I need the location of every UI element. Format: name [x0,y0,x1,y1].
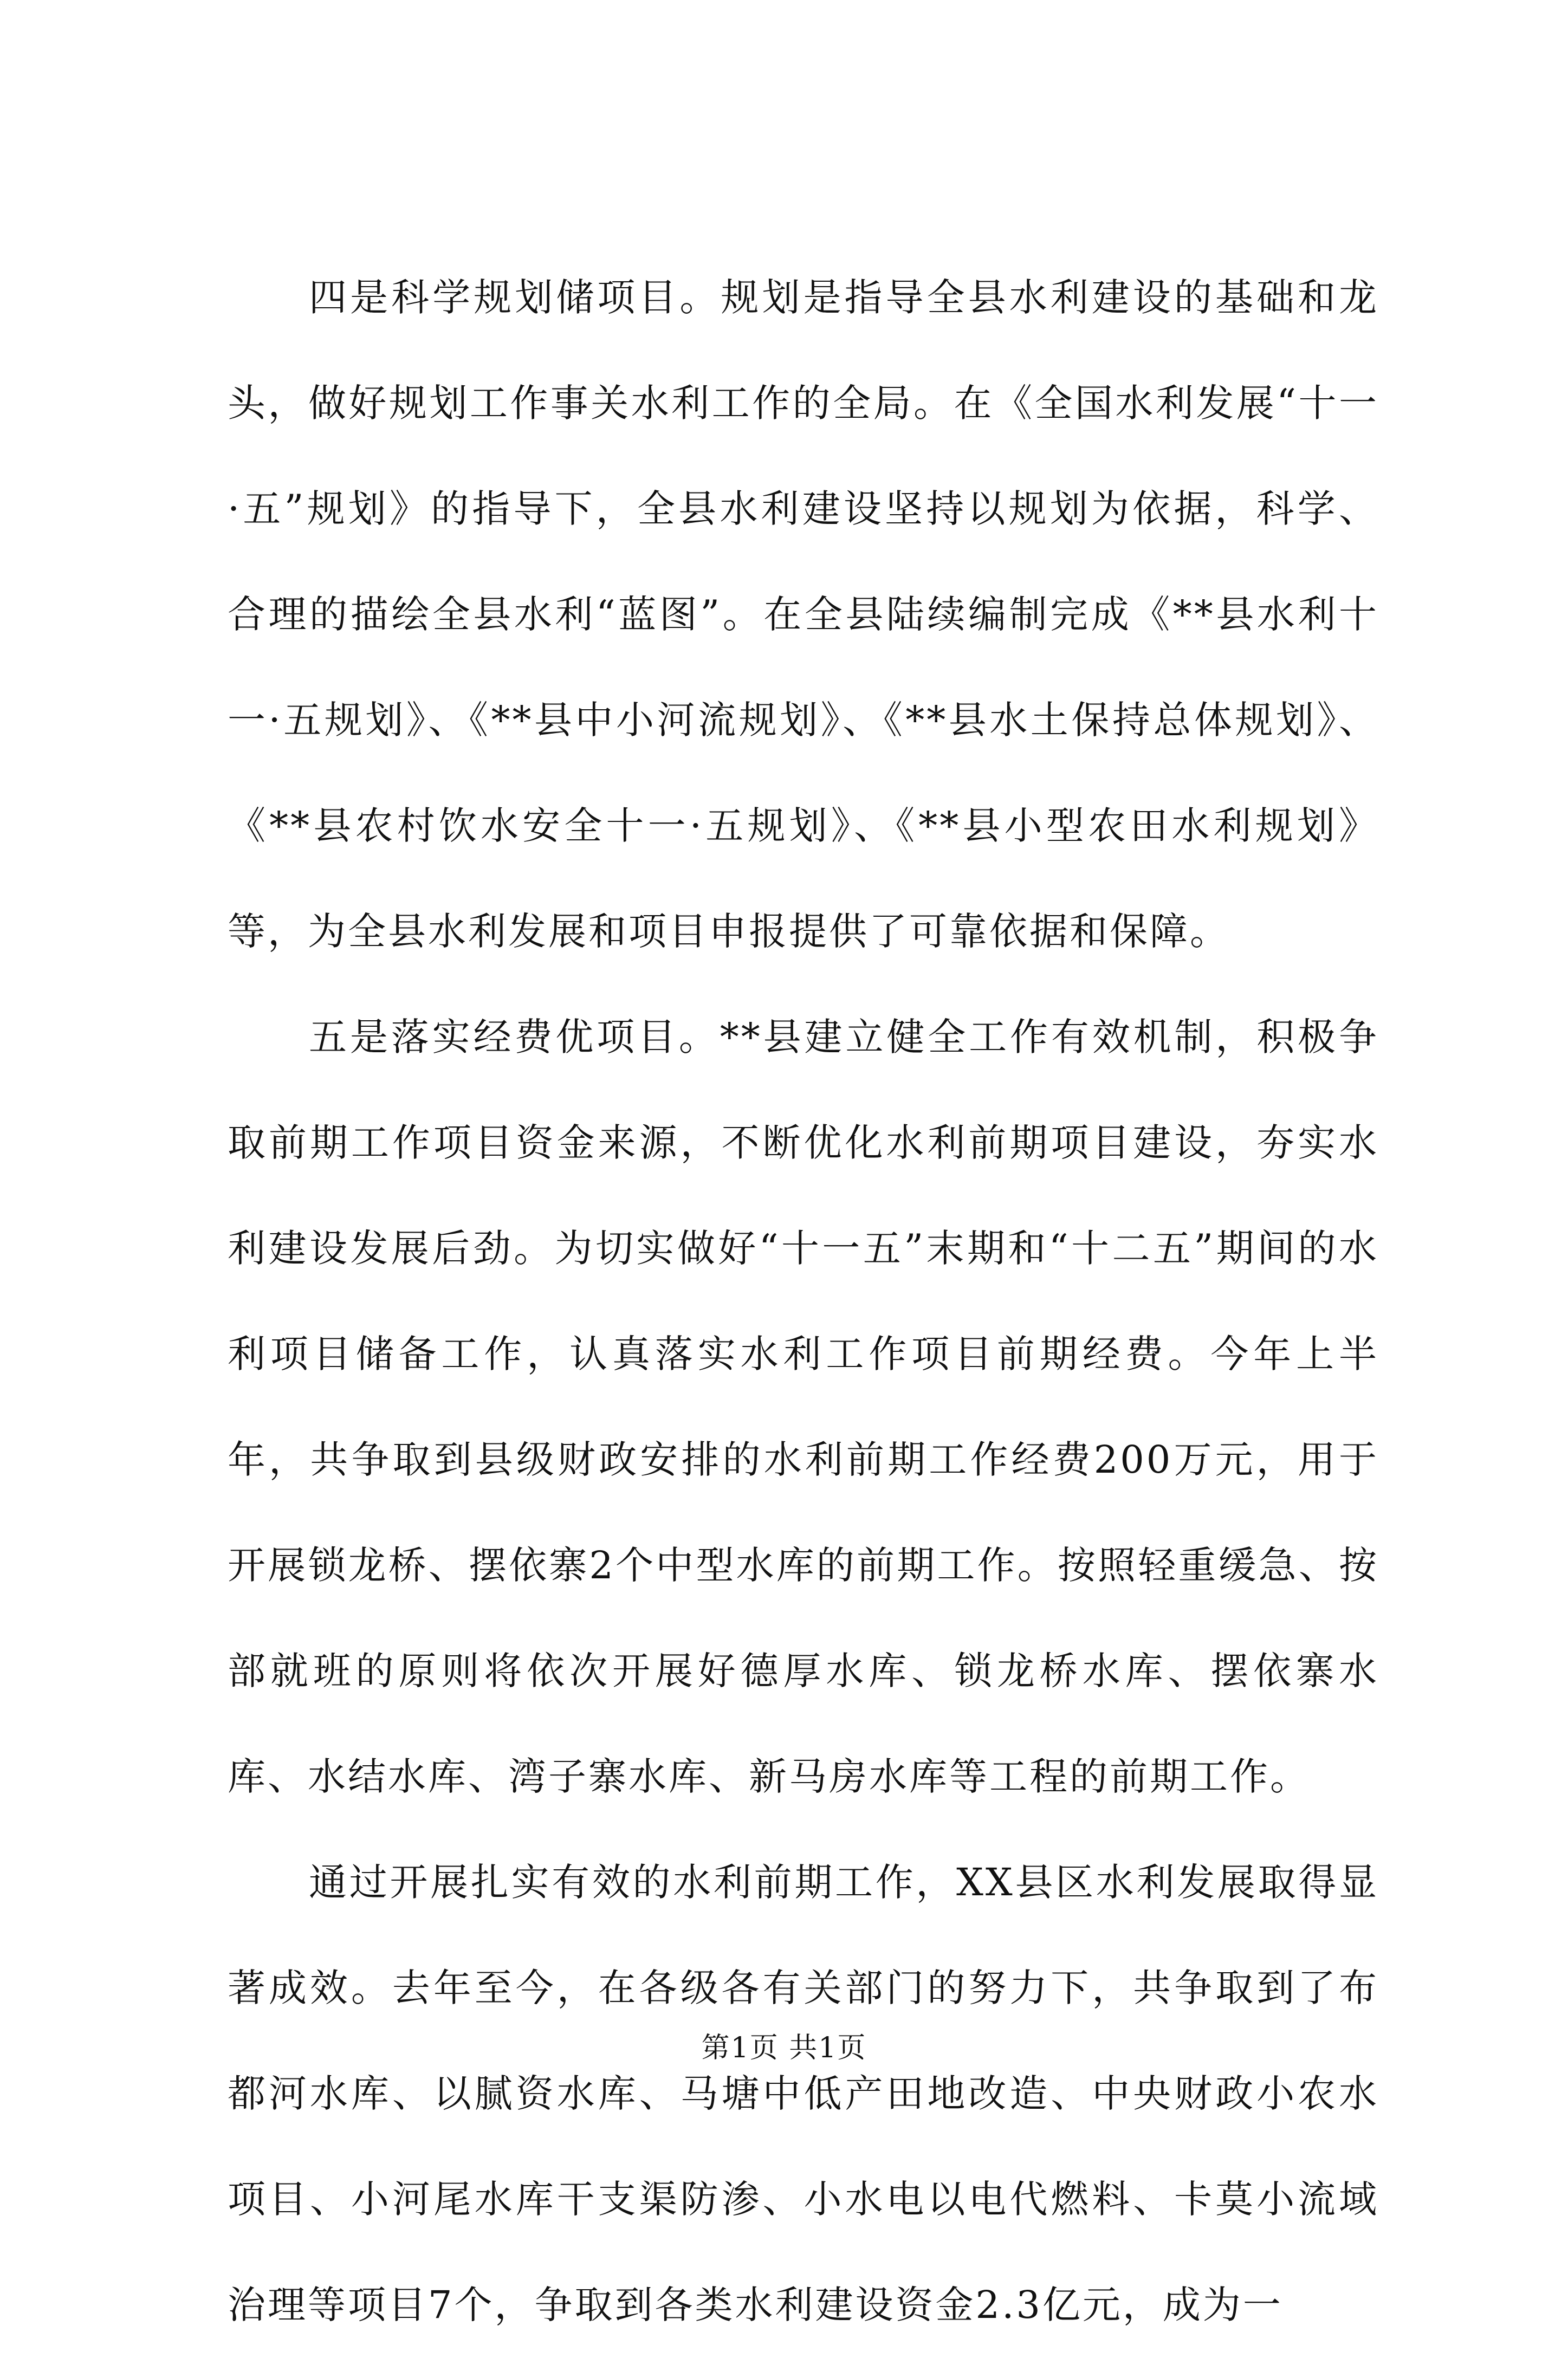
paragraph-planning: 四是科学规划储项目。规划是指导全县水利建设的基础和龙头，做好规划工作事关水利工作的全局。在《全国水利发展“十一·五”规划》的指导下，全县水利建设坚持以规划为依据，科学、合理的描绘全县水利“蓝图”。在全县陆续编制完成《**县水利十一·五规划》、《**县中小河流规划》、《**县水土保持总体规划》、《**县农村饮水安全十一·五规划》、《**县小型农田水利规划》等，为全县水利发展和项目申报提供了可靠依据和保障。 [228,275,1379,954]
paragraph-results: 通过开展扎实有效的水利前期工作，XX县区水利发展取得显著成效。去年至今，在各级各有关部门的努力下，共争取到了布都河水库、以腻资水库、马塘中低产田地改造、中央财政小农水项目、小河尾水库干支渠防渗、小水电以电代燃料、卡莫小流域治理等项目7个，争取到各类水利建设资金2.3亿元，成为一 [228,1860,1379,2327]
paragraph-funding: 五是落实经费优项目。**县建立健全工作有效机制，积极争取前期工作项目资金来源，不断优化水利前期项目建设，夯实水利建设发展后劲。为切实做好“十一五”末期和“十二五”期间的水利项目储备工作，认真落实水利工作项目前期经费。今年上半年，共争取到县级财政安排的水利前期工作经费200万元，用于开展锁龙桥、摆依寨2个中型水库的前期工作。按照轻重缓急、按部就班的原则将依次开展好德厚水库、锁龙桥水库、摆依寨水库、水结水库、湾子寨水库、新马房水库等工程的前期工作。 [228,1015,1379,1799]
page-footer: 第1页 共1页 [701,2032,867,2064]
